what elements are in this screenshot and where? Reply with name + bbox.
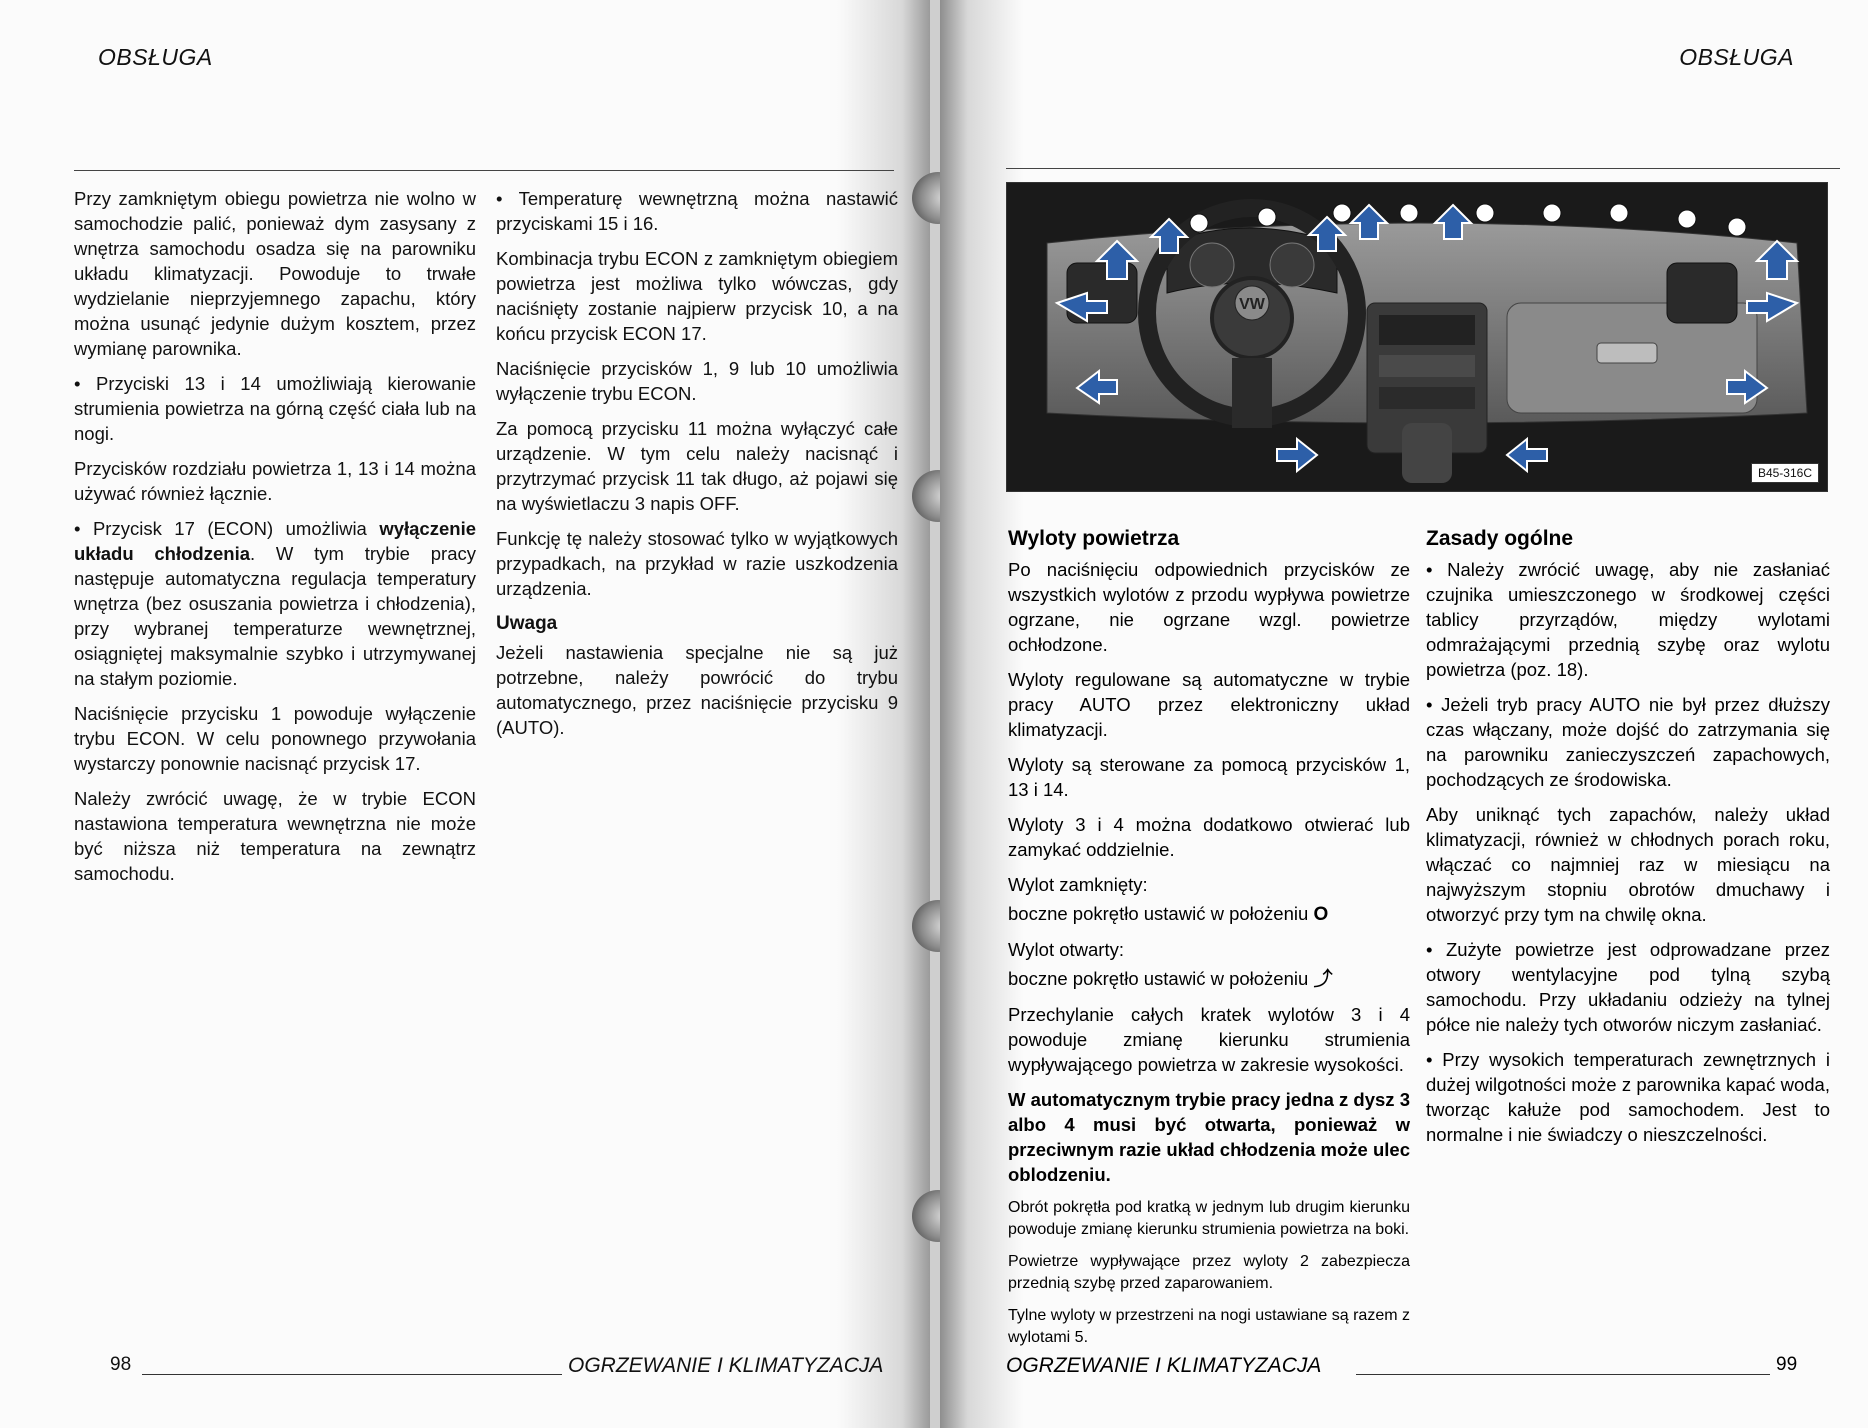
page-number: 98 — [110, 1354, 132, 1375]
dashboard-illustration — [1007, 183, 1827, 491]
paragraph: Przycisków rozdziału powietrza 1, 13 i 14 można używać również łącznie. — [74, 458, 476, 504]
paragraph: • Jeżeli tryb pracy AUTO nie był przez dłuższy czas włączany, może dojść do zatrzymania się na parowniku zanieczyszczeń zapachowych, pochodzących ze środowiska. — [1426, 694, 1830, 790]
paragraph: Jeżeli nastawienia specjalne nie są już potrzebne, należy powrócić do trybu automatycznego, przez naciśnięcie przycisku 9 (AUTO). — [496, 642, 898, 738]
left-column-1 — [74, 186, 476, 896]
section-title: Wyloty powietrza — [1008, 527, 1180, 550]
paragraph: Kombinacja trybu ECON z zamkniętym obiegiem powietrza jest możliwa tylko wówczas, gdy naciśnięty zostanie najpierw przycisk 10, a na końcu przycisk ECON 17. — [496, 248, 898, 344]
paragraph: Wylot zamknięty: — [1008, 874, 1148, 895]
right-page-header: OBSŁUGA — [1679, 44, 1794, 70]
paragraph: Wyloty są sterowane za pomocą przycisków 1, 13 i 14. — [1008, 754, 1410, 800]
note-heading: Uwaga — [496, 613, 558, 634]
page-footer: OGRZEWANIE I KLIMATYZACJA — [1006, 1354, 1322, 1377]
paragraph: Naciśnięcie przycisku 1 powoduje wyłączenie trybu ECON. W celu ponownego przywołania wystarczy ponownie nacisnąć przycisk 17. — [74, 703, 476, 774]
footer-rule — [1356, 1374, 1770, 1375]
note-paragraph: Tylne wyloty w przestrzeni na nogi ustawiane są razem z wylotami 5. — [1008, 1307, 1410, 1346]
left-page-header: OBSŁUGA — [98, 44, 213, 70]
paragraph: • Temperaturę wewnętrzną można nastawić przyciskami 15 i 16. — [496, 188, 898, 234]
paragraph: Wyloty 3 i 4 można dodatkowo otwierać lub zamykać oddzielnie. — [1008, 814, 1410, 860]
dashboard-air-vents-figure — [1006, 182, 1828, 492]
note-paragraph: Obrót pokrętła pod kratką w jednym lub drugim kierunku powoduje zmianę kierunku strumienia powietrza na boki. — [1008, 1199, 1410, 1238]
paragraph: • Należy zwrócić uwagę, aby nie zasłaniać czujnika umieszczonego w środkowej części tablicy przyrządów, między wylotami odmrażającymi przednią szybę oraz wylotu powietrza (poz. 18). — [1426, 559, 1830, 680]
text-run: . W tym trybie pracy następuje automatyczna regulacja temperatury wnętrza (bez osuszania powietrza i chłodzenia), przy wybranej temperaturze wewnętrznej, osiągniętej maksymalnie szybko i utrzymywanej na stałym poziomie. — [74, 543, 476, 689]
vent-open-instruction — [1008, 966, 1410, 992]
warning-paragraph: W automatycznym trybie pracy jedna z dysz 3 albo 4 musi być otwarta, ponieważ w przeciwnym razie układ chłodzenia może ulec oblodzeniu. — [1008, 1089, 1410, 1185]
paragraph: Przy zamkniętym obiegu powietrza nie wolno w samochodzie palić, ponieważ dym zasysany z wnętrza samochodu osadza się na parowniku układu klimatyzacji. Powoduje to trwałe wydzielanie nieprzyjemnego zapachu, który można usunąć jedynie dużym kosztem, przez wymianę parownika. — [74, 188, 476, 359]
bold-text: wyłączenie układu chłodzenia — [74, 518, 476, 564]
footer-rule — [142, 1374, 562, 1375]
paragraph: Za pomocą przycisku 11 można wyłączyć całe urządzenie. W tym celu należy nacisnąć i przytrzymać przycisk 11 tak długo, aż pojawi się na wyświetlaczu 3 napis OFF. — [496, 418, 898, 514]
section-title: Zasady ogólne — [1426, 527, 1574, 550]
vent-closed-instruction — [1008, 901, 1410, 927]
text-run: boczne pokrętło ustawić w położeniu — [1008, 968, 1309, 989]
paragraph: Po naciśnięciu odpowiednich przycisków ze wszystkich wylotów z przodu wypływa powietrze ogrzane, nie ogrzane wzgl. powietrze ochłodzone. — [1008, 559, 1410, 655]
paragraph: • Przy wysokich temperaturach zewnętrznych i dużej wilgotności może z parownika kapać woda, tworząc kałuże pod samochodem. Jest to normalne i nie świadczy o nieszczelności. — [1426, 1049, 1830, 1145]
left-column-2 — [496, 186, 898, 750]
header-rule — [74, 170, 894, 171]
closed-position-icon: O — [1313, 904, 1329, 925]
paragraph-econ — [74, 516, 476, 691]
left-page — [0, 0, 930, 1428]
paragraph: Przechylanie całych kratek wylotów 3 i 4 powoduje zmianę kierunku strumienia wypływającego powietrza w zakresie wysokości. — [1008, 1004, 1410, 1075]
paragraph: Wyloty regulowane są automatyczne w trybie pracy AUTO przez elektroniczny układ klimatyzacji. — [1008, 669, 1410, 740]
figure-code-label: B45-316C — [1751, 463, 1819, 483]
paragraph: Wylot otwarty: — [1008, 939, 1124, 960]
svg-text:VW: VW — [1239, 296, 1265, 313]
right-column-2 — [1426, 526, 1830, 1157]
paragraph: Funkcję tę należy stosować tylko w wyjątkowych przypadkach, na przykład w razie uszkodzenia urządzenia. — [496, 528, 898, 599]
paragraph: • Zużyte powietrze jest odprowadzane przez otwory wentylacyjne pod tylną szybą samochodu. Przy układaniu odzieży na tylnej półce nie należy tych otworów niczym zasłaniać. — [1426, 939, 1830, 1035]
text-run: • Przycisk 17 (ECON) umożliwia — [74, 518, 380, 539]
text-run: boczne pokrętło ustawić w położeniu — [1008, 903, 1309, 924]
right-column-1 — [1008, 526, 1410, 1359]
header-rule — [1006, 168, 1840, 169]
paragraph: Aby uniknąć tych zapachów, należy układ klimatyzacji, również w chłodnych porach roku, włączać co najmniej raz w miesiącu na najwyższym stopniu obrotów dmuchawy i otworzyć przy tym na chwilę okna. — [1426, 804, 1830, 925]
page-footer: OGRZEWANIE I KLIMATYZACJA — [568, 1354, 884, 1377]
paragraph: Naciśnięcie przycisków 1, 9 lub 10 umożliwia wyłączenie trybu ECON. — [496, 358, 898, 404]
page-number: 99 — [1776, 1354, 1798, 1375]
open-position-icon: ⤴ — [1313, 969, 1333, 990]
note-paragraph: Powietrze wypływające przez wyloty 2 zabezpiecza przednią szybę przed zaparowaniem. — [1008, 1253, 1410, 1292]
paragraph: • Przyciski 13 i 14 umożliwiają kierowanie strumienia powietrza na górną część ciała lub na nogi. — [74, 373, 476, 444]
paragraph: Należy zwrócić uwagę, że w trybie ECON nastawiona temperatura wewnętrzna nie może być niższa niż temperatura na zewnątrz samochodu. — [74, 788, 476, 884]
